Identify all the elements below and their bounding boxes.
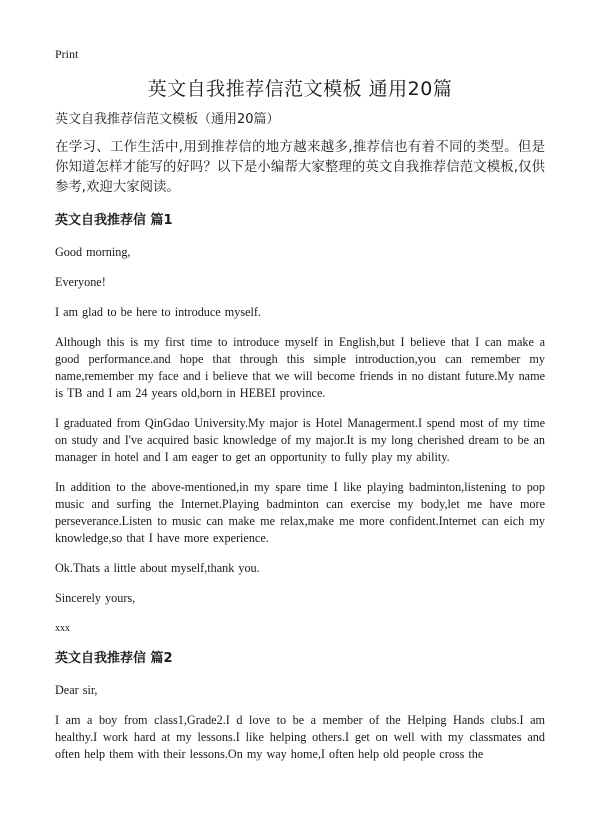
greeting: Good morning, (55, 245, 131, 259)
body-paragraph: Although this is my first time to introduce myself in English,but I believe that I can make a good performance.and hope that through this simple introduction,you can remember my name,remember my face and i believe that we will become friends in no distant future.My name is TB and I am 24 years old,born in HEBEI province. (55, 335, 545, 400)
section-heading: 英文自我推荐信 篇2 (55, 651, 173, 666)
signature: xxx (55, 623, 70, 634)
intro-paragraph: 在学习、工作生活中,用到推荐信的地方越来越多,推荐信也有着不同的类型。但是你知道怎样才能写的好吗？以下是小编帮大家整理的英文自我推荐信范文模板,仅供参考,欢迎大家阅读。 (55, 140, 545, 195)
closing-line: Ok.Thats a little about myself,thank you. (55, 561, 260, 575)
section-letter-2 (55, 650, 545, 763)
document-page (55, 46, 545, 776)
salutation: Everyone! (55, 275, 106, 289)
body-paragraph: I graduated from QinGdao University.My major is Hotel Managerment.I spend most of my time on study and I've acquired basic knowledge of my major.It is my long cherished dream to be an manager in hotel and I am eager to get an opportunity to fully play my ability. (55, 416, 545, 464)
salutation: Dear sir, (55, 683, 98, 697)
body-paragraph: I am glad to be here to introduce myself. (55, 305, 261, 319)
section-heading: 英文自我推荐信 篇1 (55, 213, 173, 228)
body-paragraph: I am a boy from class1,Grade2.I d love to be a member of the Helping Hands clubs.I am healthy.I work hard at my lessons.I like helping others.I get on well with my classmates and often help them with their lessons.On my way home,I often help old people cross the (55, 713, 545, 761)
section-letter-1 (55, 212, 545, 637)
print-link[interactable]: Print (55, 47, 79, 61)
body-paragraph: In addition to the above-mentioned,in my spare time I like playing badminton,listening to pop music and surfing the Internet.Playing badminton can exercise my body,let me have more perseverance.Listen to music can make me relax,make me more confident.Internet can eich my knowledge,so that I have more experience. (55, 480, 545, 545)
sign-off: Sincerely yours, (55, 591, 136, 605)
document-title: 英文自我推荐信范文模板 通用20篇 (147, 78, 453, 100)
document-subtitle: 英文自我推荐信范文模板（通用20篇） (55, 112, 280, 127)
